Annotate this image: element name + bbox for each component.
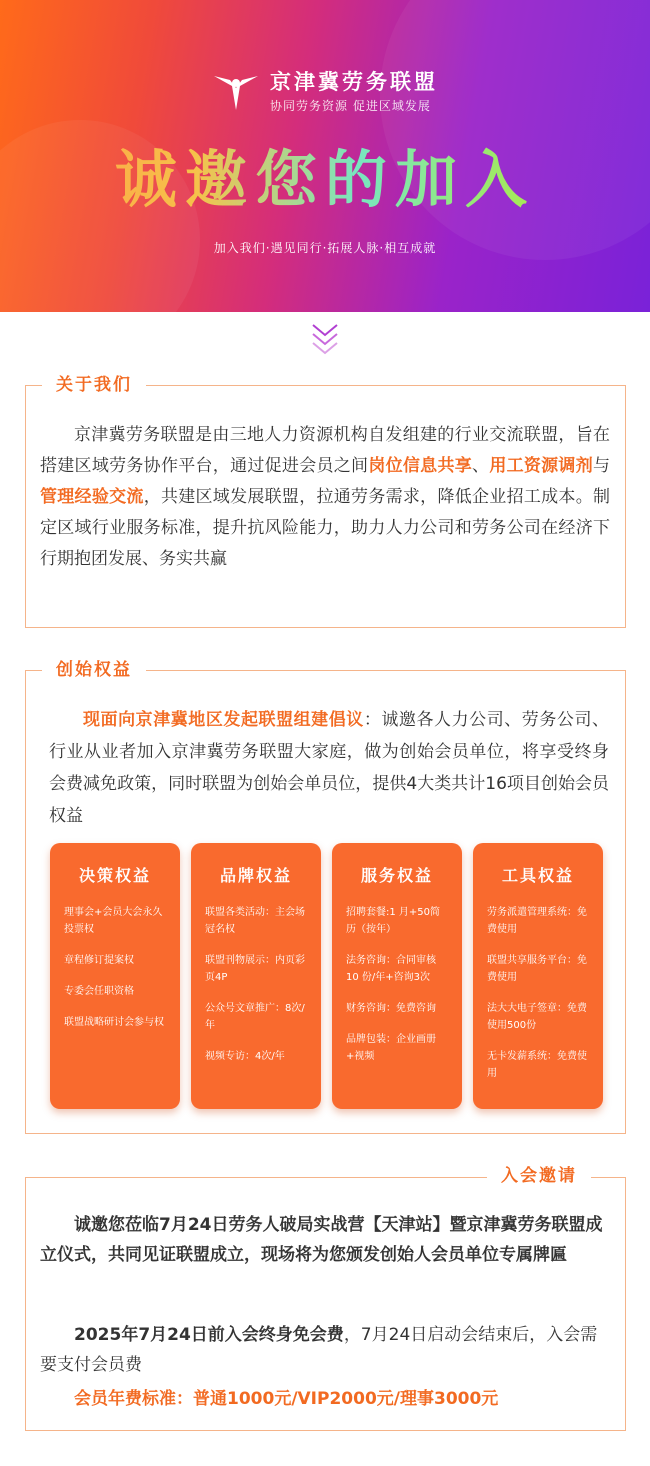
benefit-card <box>473 843 603 1109</box>
founding-highlight: 现面向京津冀地区发起联盟组建倡议 <box>83 710 364 730</box>
hero-title: 诚邀您的加入 <box>0 142 650 218</box>
card-item: 联盟战略研讨会参与权 <box>64 1017 164 1028</box>
card-item: 无卡发薪系统：免费使用 <box>487 1051 587 1079</box>
card-item: 法大大电子签章：免费使用500份 <box>487 1003 587 1031</box>
card-item: 招聘套餐:1 月+50简历（按年） <box>346 907 441 935</box>
brand-logo <box>212 70 438 114</box>
deadline-bold: 2025年7月24日前入会终身免会费 <box>74 1325 344 1345</box>
about-text: 京津冀劳务联盟是由三地人力资源机构自发组建的行业交流联盟，旨在搭建区域劳务协作平台，通过促进会员之间岗位信息共享、用工资源调剂与管理经验交流，共建区域发展联盟，拉通劳务需求，降低企业招工成本。制定区域行业服务标准，提升抗风险能力，助力人力公司和劳务公司在经济下行期抱团发展、务实共赢 <box>40 425 610 569</box>
benefit-cards <box>50 843 603 1109</box>
highlight-labor-resource: 用工资源调剂 <box>489 456 593 476</box>
highlight-management-exchange: 管理经验交流 <box>40 487 144 507</box>
founding-title: 创始权益 <box>42 658 146 682</box>
card-item: 理事会+会员大会永久投票权 <box>64 907 163 935</box>
benefit-card <box>332 843 462 1109</box>
benefit-card <box>50 843 180 1109</box>
benefit-card <box>191 843 321 1109</box>
card-title: 工具权益 <box>501 866 574 885</box>
card-item: 视频专访：4次/年 <box>205 1051 285 1062</box>
card-title: 服务权益 <box>360 866 433 885</box>
brand-name: 京津冀劳务联盟 <box>270 70 438 94</box>
card-item: 联盟刊物展示：内页彩页4P <box>205 955 305 983</box>
founding-text: 现面向京津冀地区发起联盟组建倡议：诚邀各人力公司、劳务公司、行业从业者加入京津冀劳务联盟大家庭，做为创始会员单位，将享受终身会费减免政策，同时联盟为创始会单员位，提供4大类共计16项目创始会员权益 <box>49 710 610 826</box>
card-item: 章程修订提案权 <box>64 955 134 966</box>
invite-title: 入会邀请 <box>487 1164 591 1188</box>
card-item: 专委会任职资格 <box>64 986 134 997</box>
brand-slogan: 协同劳务资源 促进区域发展 <box>270 99 431 113</box>
card-title: 品牌权益 <box>219 866 292 885</box>
invite-paragraph: 诚邀您莅临7月24日劳务人破局实战营【天津站】暨京津冀劳务联盟成立仪式，共同见证联盟成立，现场将为您颁发创始人会员单位专属牌匾 <box>40 1215 603 1265</box>
invite-deadline: 2025年7月24日前入会终身免会费，7月24日启动会结束后，入会需要支付会员费 <box>40 1325 598 1375</box>
card-title: 决策权益 <box>78 866 151 885</box>
chevron-down-icon <box>310 322 340 356</box>
card-item: 劳务派遣管理系统：免费使用 <box>487 907 587 935</box>
hero-subtitle: 加入我们·遇见同行·拓展人脉·相互成就 <box>213 241 437 255</box>
card-item: 财务咨询：免费咨询 <box>346 1003 436 1014</box>
alliance-logo-icon <box>212 72 260 112</box>
highlight-job-info: 岗位信息共享 <box>368 456 473 476</box>
card-item: 品牌包装：企业画册+视频 <box>346 1034 436 1062</box>
membership-fee: 会员年费标准：普通1000元/VIP2000元/理事3000元 <box>74 1389 499 1409</box>
card-item: 法务咨询：合同审核10 份/年+咨询3次 <box>346 955 436 983</box>
about-title: 关于我们 <box>42 373 146 397</box>
hero-banner <box>0 0 650 312</box>
card-item: 公众号文章推广：8次/年 <box>205 1003 305 1031</box>
card-item: 联盟各类活动：主会场冠名权 <box>205 907 305 935</box>
card-item: 联盟共享服务平台：免费使用 <box>487 955 587 983</box>
